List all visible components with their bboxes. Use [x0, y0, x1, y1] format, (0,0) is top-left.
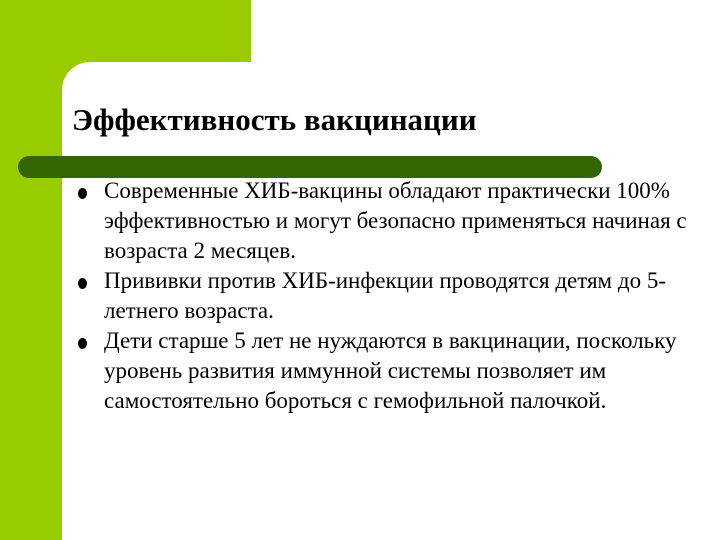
bullet-text: Прививки против ХИБ-инфекции проводятся детям до 5-летнего возраста.: [104, 268, 666, 323]
bullet-item: [72, 176, 712, 266]
bullet-list: [72, 176, 712, 416]
bullet-text: Современные ХИБ-вакцины обладают практически 100% эффективностью и могут безопасно применяться начиная с возраста 2 месяцев.: [104, 178, 687, 263]
title-underline-bar: [18, 156, 602, 178]
bullet-dot-icon: [78, 278, 87, 289]
bullet-item: [72, 266, 712, 326]
bullet-item: [72, 326, 712, 416]
slide-title: Эффективность вакцинации: [72, 102, 477, 137]
bullet-dot-icon: [78, 338, 87, 349]
bullet-text: Дети старше 5 лет не нуждаются в вакцинации, поскольку уровень развития иммунной системы позволяет им самостоятельно бороться с гемофильной палочкой.: [104, 328, 677, 413]
bullet-dot-icon: [78, 188, 87, 199]
